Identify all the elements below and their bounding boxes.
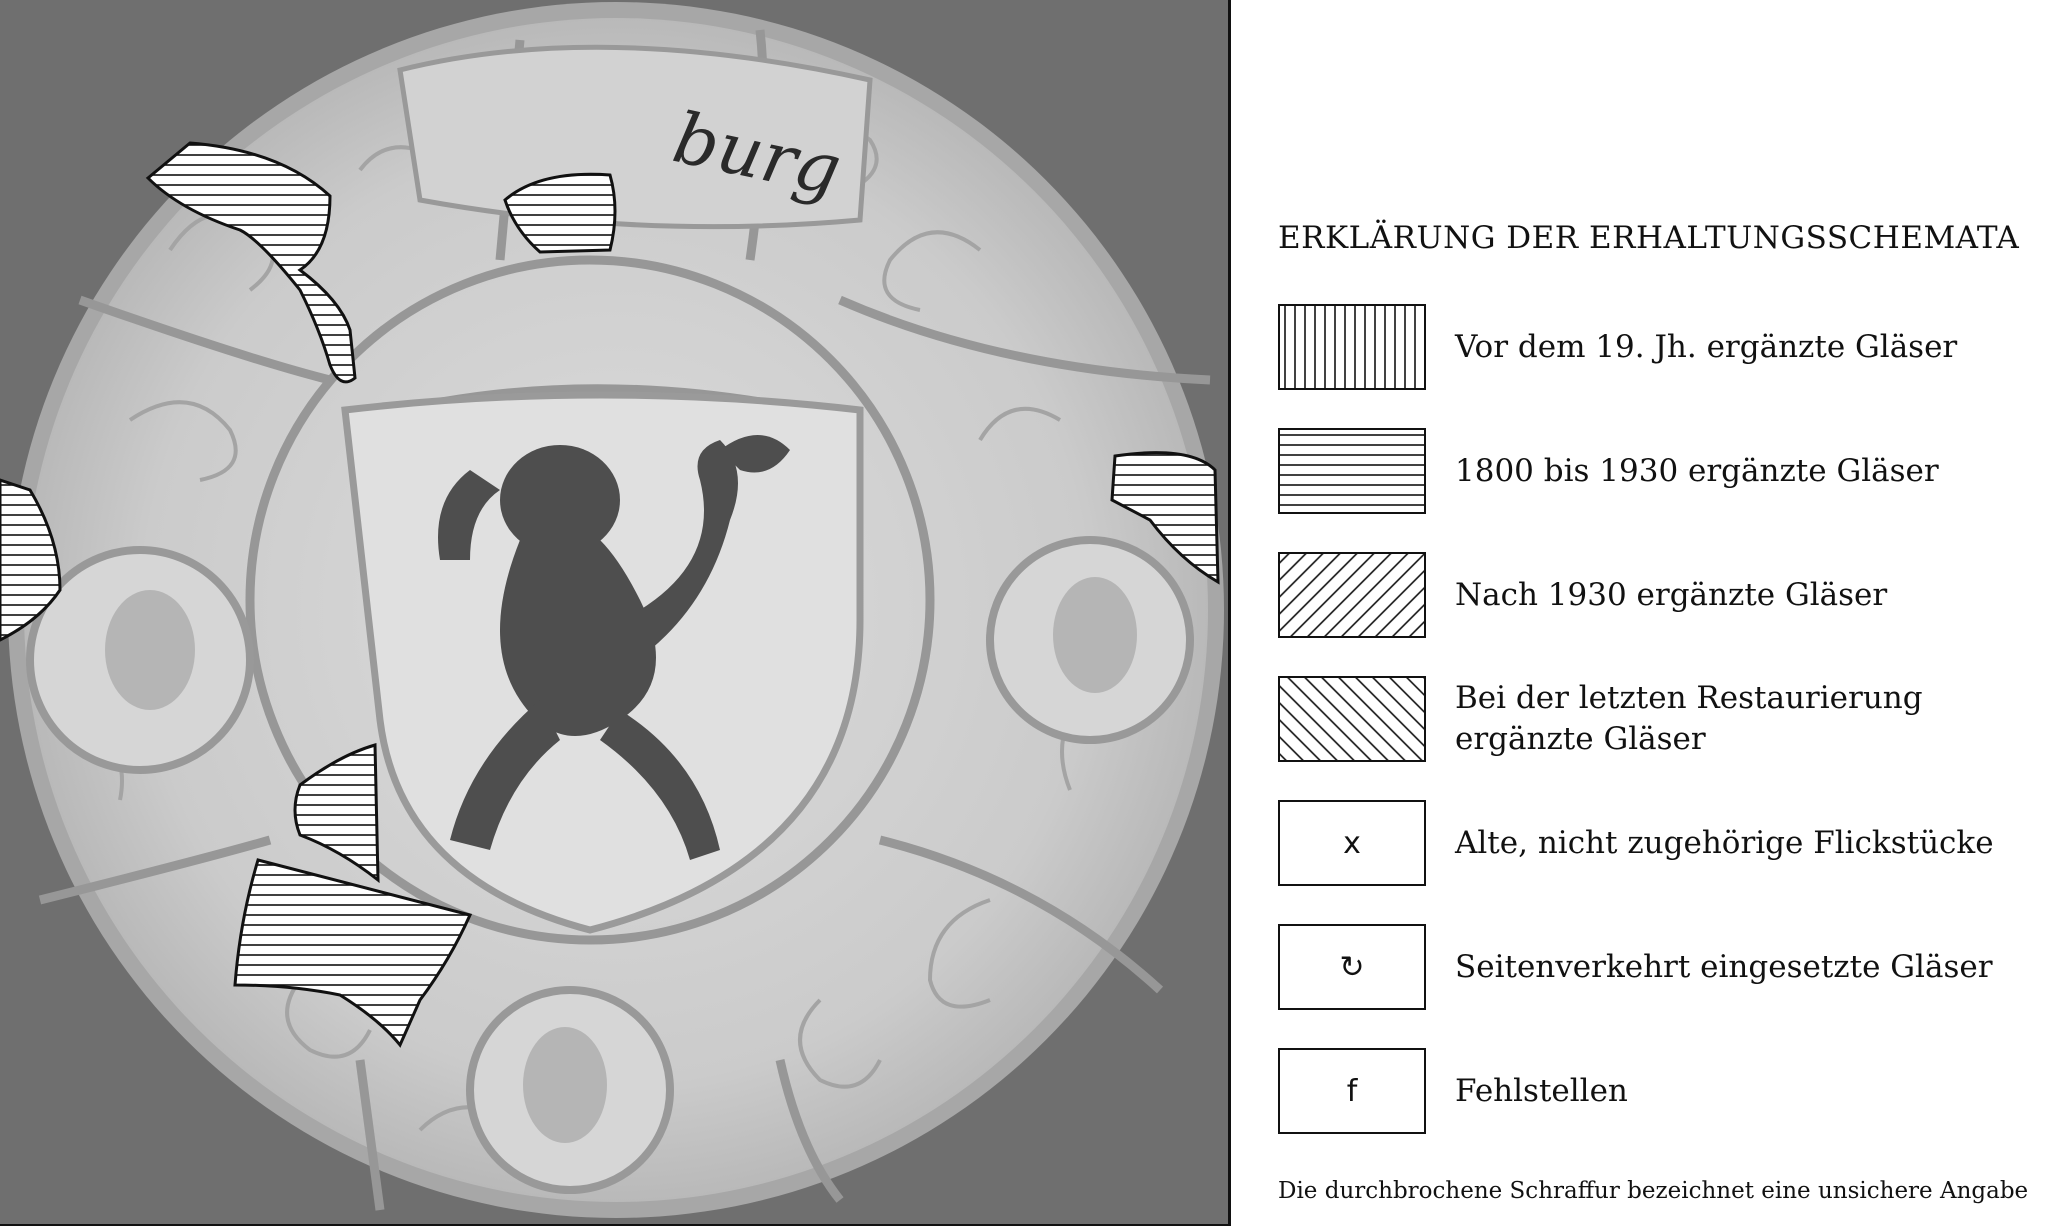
legend-label: Alte, nicht zugehörige Flickstücke	[1455, 824, 1994, 861]
legend	[1278, 0, 2038, 1226]
medallion-bottom	[470, 990, 670, 1190]
legend-title: ERKLÄRUNG DER ERHALTUNGSSCHEMATA	[1278, 220, 2020, 256]
legend-label: Vor dem 19. Jh. ergänzte Gläser	[1455, 328, 1958, 365]
medallion-right	[990, 540, 1190, 740]
swatch-x-mark	[1278, 800, 1426, 886]
f-mark-icon: f	[1346, 1073, 1358, 1109]
legend-label: Fehlstellen	[1455, 1072, 1628, 1109]
legend-item-horizontal-hatch	[1278, 428, 2038, 518]
legend-label: Seitenverkehrt eingesetzte Gläser	[1455, 948, 1993, 985]
legend-item-diagonal-down-hatch	[1278, 552, 2038, 642]
x-mark-icon: x	[1343, 825, 1361, 861]
legend-note: Die durchbrochene Schraffur bezeichnet eine unsichere Angabe	[1278, 1178, 2029, 1204]
legend-item-diagonal-up-hatch	[1278, 676, 2038, 766]
swatch-diagonal-down-hatch	[1278, 552, 1426, 638]
banner-text: burg	[666, 96, 849, 212]
legend-item-vertical-hatch	[1278, 304, 2038, 394]
swatch-vertical-hatch	[1278, 304, 1426, 390]
legend-label: Nach 1930 ergänzte Gläser	[1455, 576, 1888, 613]
swatch-rotate-mark	[1278, 924, 1426, 1010]
legend-label: Bei der letzten Restaurierung ergänzte Gläser	[1455, 680, 1923, 757]
legend-item-reversed-glass	[1278, 924, 2038, 1014]
swatch-diagonal-up-hatch	[1278, 676, 1426, 762]
rotate-arrow-icon: ↻	[1339, 949, 1365, 985]
legend-item-patch-pieces	[1278, 800, 2038, 890]
swatch-f-mark	[1278, 1048, 1426, 1134]
medallion-left	[30, 550, 250, 770]
legend-label: 1800 bis 1930 ergänzte Gläser	[1455, 452, 1939, 489]
legend-item-missing	[1278, 1048, 2038, 1138]
swatch-horizontal-hatch	[1278, 428, 1426, 514]
